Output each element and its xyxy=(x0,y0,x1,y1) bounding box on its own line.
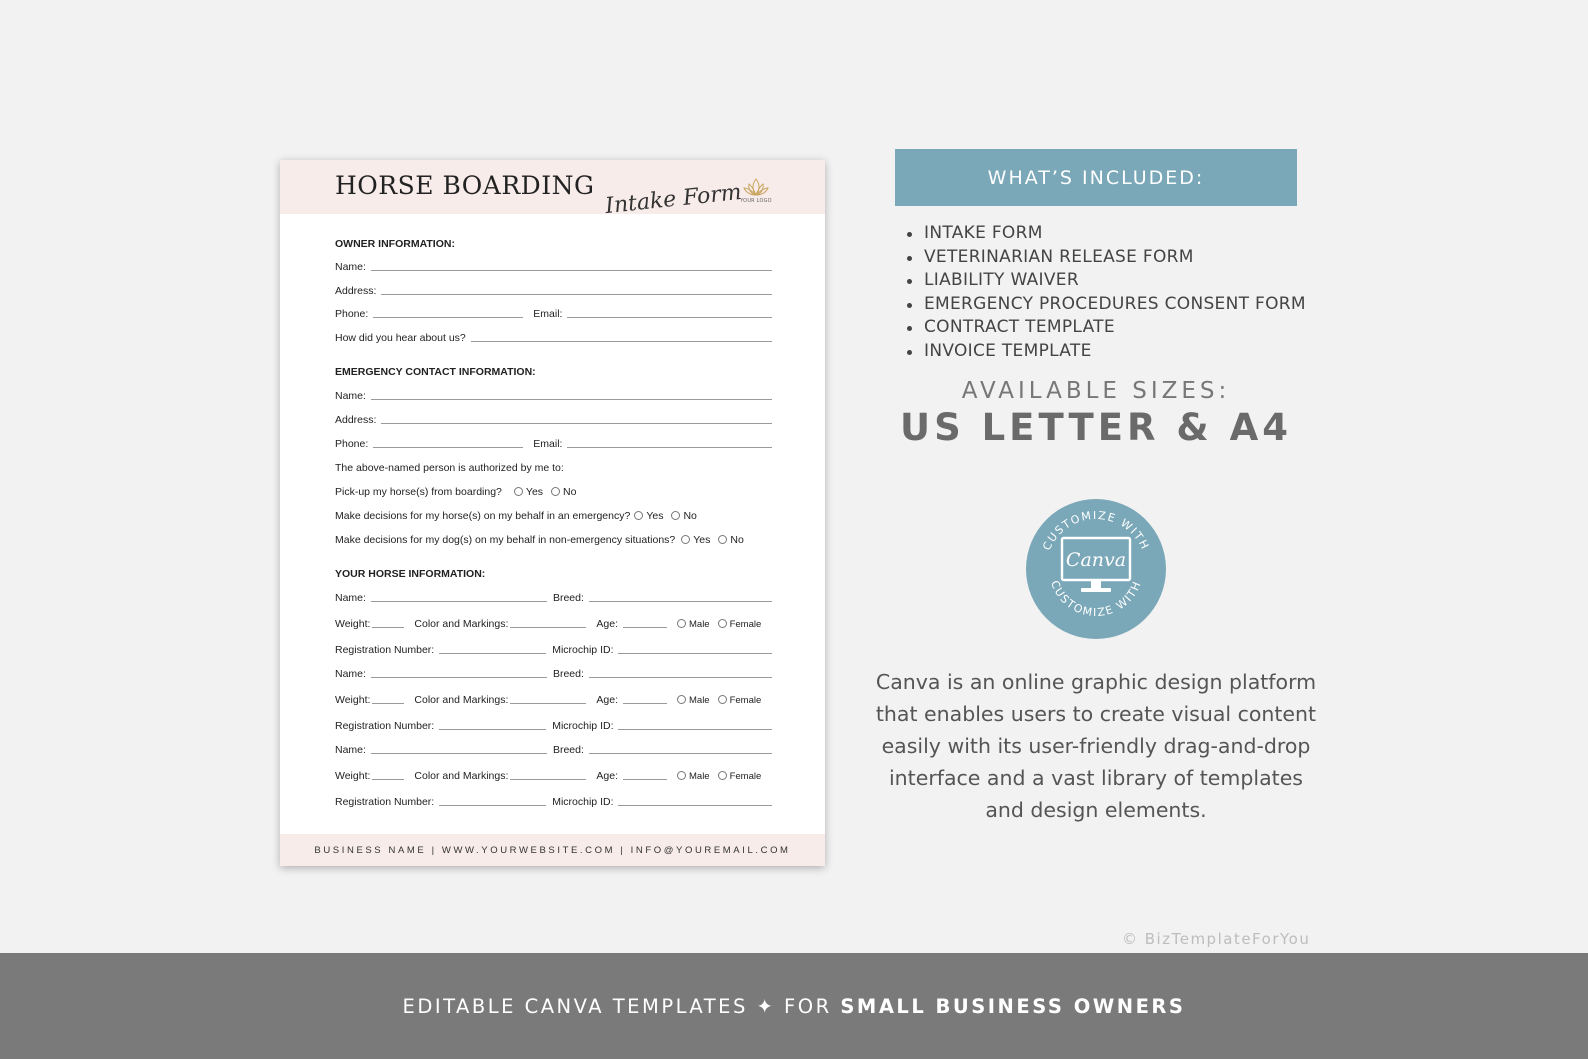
horse-1-registration-line[interactable] xyxy=(439,653,546,654)
canva-wordmark: Canva xyxy=(1065,549,1127,571)
horse-1-name-line[interactable] xyxy=(371,601,547,602)
horse-1-details-row xyxy=(335,614,772,630)
field-label: Color and Markings: xyxy=(414,770,509,782)
field-label: Email: xyxy=(533,438,563,450)
horse-1-name-row xyxy=(335,588,772,604)
horse-3-name-row xyxy=(335,740,772,756)
available-sizes-value: US LETTER & A4 xyxy=(900,406,1292,449)
field-label: Registration Number: xyxy=(335,644,435,656)
field-label: Microchip ID: xyxy=(552,644,614,656)
owner-address-row xyxy=(335,281,772,297)
option-label: Yes xyxy=(646,510,664,522)
horse-2-details-row xyxy=(335,690,772,706)
copyright-text: © BizTemplateForYou xyxy=(1122,930,1311,948)
horse-2-breed-line[interactable] xyxy=(589,677,772,678)
field-label: Registration Number: xyxy=(335,796,435,808)
emergency-phone-line[interactable] xyxy=(373,447,523,448)
field-label: Age: xyxy=(596,694,618,706)
tagline-bold: SMALL BUSINESS OWNERS xyxy=(840,994,1186,1018)
list-item: INVOICE TEMPLATE xyxy=(924,340,1306,364)
horse-3-name-line[interactable] xyxy=(371,753,547,754)
field-label: How did you hear about us? xyxy=(335,332,466,344)
owner-phone-email-row xyxy=(335,304,772,320)
field-label: Name: xyxy=(335,668,366,680)
horse-2-name-row xyxy=(335,664,772,680)
option-label: Male xyxy=(689,695,710,706)
field-label: Breed: xyxy=(552,744,584,756)
included-list xyxy=(924,222,1306,363)
badge-ring-text-bottom: CUSTOMIZE WITH xyxy=(1047,578,1145,620)
option-label: Female xyxy=(729,771,762,782)
logo-placeholder xyxy=(736,177,776,204)
field-label: Email: xyxy=(533,308,563,320)
field-label: Phone: xyxy=(335,308,369,320)
emergency-name-row xyxy=(335,386,772,402)
lotus-icon xyxy=(743,177,769,197)
field-label: Name: xyxy=(335,744,366,756)
horse-2-name-line[interactable] xyxy=(371,677,547,678)
horse-3-weight-line[interactable] xyxy=(372,779,404,780)
horse-section-heading xyxy=(335,564,772,580)
field-label: Address: xyxy=(335,285,377,297)
horse-1-weight-line[interactable] xyxy=(372,627,404,628)
bottom-banner xyxy=(0,953,1588,1059)
section-title: EMERGENCY CONTACT INFORMATION: xyxy=(335,366,536,378)
field-label: Color and Markings: xyxy=(414,618,509,630)
horse-3-details-row xyxy=(335,766,772,782)
emergency-decisions-no-radio[interactable] xyxy=(671,511,680,520)
intake-form-preview xyxy=(280,160,825,866)
horse-2-color-line[interactable] xyxy=(510,703,586,704)
horse-2-female-radio[interactable] xyxy=(718,695,727,704)
field-label: Breed: xyxy=(552,668,584,680)
option-label: Female xyxy=(729,695,762,706)
horse-1-registration-row xyxy=(335,640,772,656)
question-text: Make decisions for my horse(s) on my behalf in an emergency? xyxy=(335,510,631,522)
question-text: Make decisions for my dog(s) on my behalf in non-emergency situations? xyxy=(335,534,676,546)
tagline-regular: EDITABLE CANVA TEMPLATES ✦ FOR xyxy=(402,994,841,1018)
horse-3-age-line[interactable] xyxy=(623,779,667,780)
pickup-no-radio[interactable] xyxy=(551,487,560,496)
option-label: No xyxy=(730,534,744,546)
footer-contact-text: BUSINESS NAME | WWW.YOURWEBSITE.COM | INFO@YOUREMAIL.COM xyxy=(314,844,791,856)
emergency-address-row xyxy=(335,410,772,426)
emergency-decisions-row xyxy=(335,506,772,522)
horse-2-weight-line[interactable] xyxy=(372,703,404,704)
non-emergency-yes-radio[interactable] xyxy=(681,535,690,544)
option-label: Yes xyxy=(525,486,544,498)
authorized-row xyxy=(335,458,772,474)
field-label: Name: xyxy=(335,592,366,604)
bottom-tagline xyxy=(403,995,1186,1018)
available-sizes-label: AVAILABLE SIZES: xyxy=(961,378,1231,404)
customize-with-canva-badge xyxy=(1025,498,1167,640)
field-label: Age: xyxy=(596,770,618,782)
authorized-text: The above-named person is authorized by me to: xyxy=(335,462,564,474)
field-label: Age: xyxy=(596,618,618,630)
canva-description: Canva is an online graphic design platform that enables users to create visual content easily with its user-friendly drag-and-drop interface and a vast library of templates and design elements. xyxy=(875,670,1317,822)
emergency-name-line[interactable] xyxy=(371,399,772,400)
horse-3-registration-row xyxy=(335,792,772,808)
option-label: No xyxy=(563,486,577,498)
horse-2-age-line[interactable] xyxy=(623,703,667,704)
field-label: Address: xyxy=(335,414,377,426)
whats-included-heading: WHAT’S INCLUDED: xyxy=(987,166,1205,189)
horse-2-microchip-line[interactable] xyxy=(618,729,772,730)
option-label: Female xyxy=(729,619,762,630)
hear-about-line[interactable] xyxy=(471,341,772,342)
emergency-address-line[interactable] xyxy=(381,423,772,424)
owner-phone-line[interactable] xyxy=(373,317,523,318)
option-label: No xyxy=(683,510,697,522)
field-label: Microchip ID: xyxy=(552,720,614,732)
horse-1-color-line[interactable] xyxy=(510,627,586,628)
horse-2-male-radio[interactable] xyxy=(677,695,686,704)
emergency-section-heading xyxy=(335,362,772,378)
field-label: Weight: xyxy=(335,770,371,782)
horse-1-breed-line[interactable] xyxy=(589,601,772,602)
pickup-row xyxy=(335,482,772,498)
owner-section-heading xyxy=(335,234,772,250)
logo-text: YOUR LOGO xyxy=(740,198,772,204)
horse-2-registration-line[interactable] xyxy=(439,729,546,730)
field-label: Weight: xyxy=(335,618,371,630)
horse-3-female-radio[interactable] xyxy=(718,771,727,780)
list-item: CONTRACT TEMPLATE xyxy=(924,316,1306,340)
section-title: YOUR HORSE INFORMATION: xyxy=(335,568,486,580)
list-item: VETERINARIAN RELEASE FORM xyxy=(924,246,1306,270)
horse-1-microchip-line[interactable] xyxy=(618,653,772,654)
field-label: Name: xyxy=(335,390,366,402)
horse-3-male-radio[interactable] xyxy=(677,771,686,780)
emergency-email-line[interactable] xyxy=(567,447,772,448)
hear-about-row xyxy=(335,328,772,344)
form-title: HORSE BOARDING xyxy=(335,171,595,200)
horse-3-registration-line[interactable] xyxy=(439,805,546,806)
question-text: Pick-up my horse(s) from boarding? xyxy=(335,486,502,498)
form-subtitle: Intake Form xyxy=(604,179,743,220)
option-label: Yes xyxy=(693,534,711,546)
horse-2-registration-row xyxy=(335,716,772,732)
canva-badge-graphic xyxy=(1025,498,1167,640)
owner-name-line[interactable] xyxy=(371,270,772,271)
pickup-yes-radio[interactable] xyxy=(514,487,523,496)
horse-1-age-line[interactable] xyxy=(623,627,667,628)
field-label: Breed: xyxy=(552,592,584,604)
field-label: Weight: xyxy=(335,694,371,706)
horse-3-color-line[interactable] xyxy=(510,779,586,780)
emergency-phone-email-row xyxy=(335,434,772,450)
field-label: Name: xyxy=(335,261,366,273)
form-footer xyxy=(280,834,825,866)
badge-ring-text-top: CUSTOMIZE WITH xyxy=(1040,508,1152,553)
field-label: Phone: xyxy=(335,438,369,450)
whats-included-banner xyxy=(895,149,1297,206)
list-item: EMERGENCY PROCEDURES CONSENT FORM xyxy=(924,293,1306,317)
non-emergency-no-radio[interactable] xyxy=(718,535,727,544)
horse-3-breed-line[interactable] xyxy=(589,753,772,754)
form-header xyxy=(280,160,825,220)
non-emergency-decisions-row xyxy=(335,530,772,546)
section-title: OWNER INFORMATION: xyxy=(335,238,455,250)
owner-name-row xyxy=(335,257,772,273)
emergency-decisions-yes-radio[interactable] xyxy=(634,511,643,520)
field-label: Microchip ID: xyxy=(552,796,614,808)
list-item: LIABILITY WAIVER xyxy=(924,269,1306,293)
list-item: INTAKE FORM xyxy=(924,222,1306,246)
horse-3-microchip-line[interactable] xyxy=(618,805,772,806)
field-label: Registration Number: xyxy=(335,720,435,732)
horse-1-female-radio[interactable] xyxy=(718,619,727,628)
horse-1-male-radio[interactable] xyxy=(677,619,686,628)
owner-address-line[interactable] xyxy=(381,294,772,295)
option-label: Male xyxy=(689,619,710,630)
owner-email-line[interactable] xyxy=(567,317,772,318)
field-label: Color and Markings: xyxy=(414,694,509,706)
option-label: Male xyxy=(689,771,710,782)
